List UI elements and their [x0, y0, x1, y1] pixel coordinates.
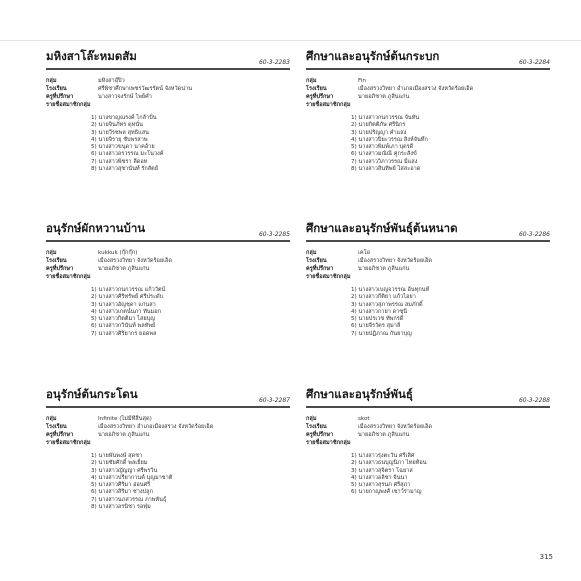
member-item: 1) นางขาญณรงค์ ไกล้าปั่น — [91, 115, 157, 121]
member-item: 6) นายกาญพงศ์ เชาว์ร่ามาญ — [351, 489, 422, 496]
card-header — [46, 218, 290, 242]
member-item: 4) นายจิรายุ ชับพรสาพ — [91, 136, 148, 143]
member-item: 2) นายจินภัทร ดุหนั่น — [91, 122, 143, 129]
group-label: กลุ่ม — [46, 78, 57, 84]
member-list — [46, 115, 290, 173]
member-item: 5) นางสาวกิตติมา ไสยบุญ — [91, 316, 155, 323]
advisor-value: นายอภิชาต ภูสินแก่น — [358, 94, 410, 100]
advisor-label: ครูที่ปรึกษา — [306, 432, 334, 438]
member-item: 7) นางสาวพิชรา ลีดอท — [91, 158, 148, 165]
group-label: กลุ่ม — [306, 78, 317, 84]
member-item: 2) นางสาวศิริทรัพย์ ศรีประดับ — [91, 294, 164, 301]
members-label: รายชื่อสมาชิกกลุ่ม — [306, 102, 351, 108]
members-label: รายชื่อสมาชิกกลุ่ม — [46, 440, 91, 446]
project-card-2285 — [46, 218, 290, 338]
members-label: รายชื่อสมาชิกกลุ่ม — [46, 102, 91, 108]
project-code: 60-3-2285 — [258, 231, 290, 238]
advisor-value: นายอภิชาต ภูสินแก่น — [98, 432, 150, 438]
member-item: 6) นายจีรวัตร สุมาลี — [351, 323, 401, 330]
card-header — [46, 46, 290, 70]
group-label: กลุ่ม — [306, 250, 317, 256]
members-label: รายชื่อสมาชิกกลุ่ม — [306, 274, 351, 280]
project-card-2286 — [306, 218, 550, 338]
member-item: 1) นางสาวรุ่งตะวัน ศรีเสิศ — [351, 453, 415, 459]
project-title: อนุรักษ์ผักหวานบ้าน — [46, 221, 146, 235]
member-item: 2) นางสาวกีติยา แก้วไอยา — [351, 294, 416, 301]
top-divider — [0, 40, 581, 41]
member-item: 1) นางสาวเบญจวรรณ อ้นทุกนท์ — [351, 287, 430, 293]
member-item: 4) นางสาวปรียากานต์ บุญมาชาติ — [91, 474, 173, 481]
header-rule — [46, 68, 290, 70]
advisor-value: นายอภิชาต ภูสินแก่น — [358, 432, 410, 438]
member-item: 4) นางสาวปิยะวรรณ สิงห์จันทึก — [351, 136, 428, 143]
member-item: 3) นางสาวสุจิตรา โฉยาส — [351, 467, 413, 474]
project-card-2284 — [306, 46, 550, 173]
header-rule — [46, 406, 290, 408]
member-item: 8) นางสาวสินทิพย์ ไสสะอาด — [351, 166, 421, 173]
advisor-value: นายอภิชาต ภูสินแก่น — [98, 266, 150, 272]
member-item: 7) นายปฏิภาณ กันยาบุญ — [351, 330, 412, 337]
header-rule — [306, 68, 550, 70]
header-rule — [46, 240, 290, 242]
members-label: รายชื่อสมาชิกกลุ่ม — [306, 440, 351, 446]
member-item: 1) นายพันพงษ์ สุดชา — [91, 453, 143, 459]
project-meta — [306, 249, 550, 281]
member-item: 8) นางสาวอรนิชา รอฟุ่ม — [91, 504, 151, 511]
member-item: 6) นางสาวกวินันท์ พลทัพย์ — [91, 323, 156, 330]
project-title: ศึกษาและอนุรักษ์ต้นกระบก — [306, 49, 440, 63]
card-header — [46, 384, 290, 408]
school-value: ศรีพิชาศึกษาเพชรวัฒรรัตน์ จังหวัดน่าน — [98, 86, 193, 92]
card-header — [306, 46, 550, 70]
advisor-value: นายอภิชาต ภูสินแก่น — [358, 266, 410, 272]
project-code: 60-3-2288 — [518, 397, 550, 404]
project-code: 60-3-2286 — [518, 231, 550, 238]
project-title: ศึกษาและอนุรักษ์พันธุ์ — [306, 387, 413, 401]
group-value: kukkuk (กุ๊กกุ๊ก) — [98, 250, 138, 256]
group-value: Infinite (ไม่มีที่สิ้นสุด) — [98, 416, 152, 422]
header-rule — [306, 406, 550, 408]
card-header — [306, 218, 550, 242]
member-item: 3) นายวีรชพล สุทธิแสน — [91, 129, 149, 136]
header-rule — [306, 240, 550, 242]
member-list — [306, 115, 550, 173]
member-item: 2) นายกิตติภัษ ศรีนิกร — [351, 122, 406, 129]
project-card-2287 — [46, 384, 290, 511]
project-code: 60-3-2287 — [258, 397, 290, 404]
member-item: 5) นางสาวขนุดา นาคอ้าย — [91, 144, 155, 151]
advisor-label: ครูที่ปรึกษา — [306, 94, 334, 100]
member-item: 5) นางสาวสุรนภ ศรีสุภา — [351, 482, 411, 489]
member-item: 3) นางสาวสุภาพรรณ สมภักดิ์ — [351, 301, 423, 308]
project-title: มหิงสาโล๊ะหมดสัม — [46, 49, 137, 63]
member-item: 2) นางสาวธนบุญนิภา ไทยท้อน — [351, 460, 427, 467]
project-code: 60-3-2284 — [518, 59, 550, 66]
school-label: โรงเรียน — [46, 424, 67, 430]
group-value: Fin — [358, 78, 366, 84]
member-item: 1) นางสาวกนกวรรณ จันทัน — [351, 115, 420, 121]
member-item: 7) นางสาวศิริยากร ยอดพล — [91, 330, 157, 337]
project-card-2288 — [306, 384, 550, 497]
member-item: 5) นางสาวศิริมา อ่อนศรี — [91, 482, 151, 489]
member-item: 8) นางสาวสุชานันท์ รักสัตย์ — [91, 166, 159, 173]
advisor-label: ครูที่ปรึกษา — [46, 94, 74, 100]
advisor-value: นางสาวจงรักษ์ ไพย์คำ — [98, 94, 152, 100]
school-label: โรงเรียน — [46, 258, 67, 264]
school-value: เมืองสรวงวิทยา อำเภอเมืองสรวง จังหวัดร้อยเอ็ด — [358, 86, 474, 92]
member-list — [306, 453, 550, 497]
member-item: 6) นางสาวสิริมา ช่างปลูก — [91, 489, 153, 496]
school-value: เมืองสรวงวิทยา จังหวัดร้อยเอ็ด — [358, 258, 433, 264]
project-meta — [46, 77, 290, 109]
member-item: 6) นางสาวมณิณี คู่กระสังข์ — [351, 151, 417, 158]
member-item: 7) นางสาวนภสวรรณ ภาพพันธุ์ — [91, 496, 167, 503]
school-value: เมืองสรวงวิทยา อำเภอเมืองสรวง จังหวัดร้อยเอ็ด — [98, 424, 214, 430]
project-meta — [306, 77, 550, 109]
advisor-label: ครูที่ปรึกษา — [46, 266, 74, 272]
group-value: มหิงสาอุ๊ปิว — [98, 78, 125, 84]
member-item: 4) นางสาวกายา ดาซุนี — [351, 308, 408, 315]
group-value: เคโอ — [358, 250, 371, 256]
member-item: 3) นางสาวญัญญา ศรีพรวิน — [91, 467, 158, 474]
group-label: กลุ่ม — [46, 416, 57, 422]
member-item: 3) นายปริญญา คำแสง — [351, 129, 407, 136]
project-title: อนุรักษ์ต้นกระโดน — [46, 387, 138, 401]
school-value: เมืองสรวงวิทยา จังหวัดร้อยเอ็ด — [98, 258, 173, 264]
project-title: ศึกษาและอนุรักษ์พันธุ์ต้นหนาด — [306, 221, 458, 235]
page-number: 315 — [539, 553, 553, 561]
member-list — [46, 287, 290, 338]
project-meta — [306, 415, 550, 447]
member-item: 3) นางสาวอัญชุดา แก่นสา — [91, 301, 156, 308]
card-header — [306, 384, 550, 408]
project-meta — [46, 249, 290, 281]
project-card-2283 — [46, 46, 290, 173]
group-value: skot — [358, 416, 370, 422]
member-item: 5) นางสาวพิมพ์เภา บุดรดี — [351, 144, 414, 151]
member-item: 4) นางสาวอลิชา จินนา — [351, 474, 408, 481]
group-label: กลุ่ม — [306, 416, 317, 422]
member-item: 5) นายปรเวช ทัพกรดี — [351, 316, 404, 323]
member-item: 7) นางสาววิภาวรรณ มีแสง — [351, 158, 418, 165]
members-label: รายชื่อสมาชิกกลุ่ม — [46, 274, 91, 280]
member-item: 2) นายชัยศักดิ์ พลเยี่ยม — [91, 460, 148, 467]
project-meta — [46, 415, 290, 447]
member-item: 6) นางสาวอรวรรณ มะโนวงค์ — [91, 151, 164, 158]
member-list — [306, 287, 550, 338]
member-item: 4) นางสาวเกตน์นภา ทันมอก — [91, 308, 162, 315]
member-item: 1) นางสาวกนกวรรณ แก้ววัตน์ — [91, 287, 166, 293]
advisor-label: ครูที่ปรึกษา — [46, 432, 74, 438]
school-label: โรงเรียน — [46, 86, 67, 92]
project-code: 60-3-2283 — [258, 59, 290, 66]
school-label: โรงเรียน — [306, 424, 327, 430]
member-list — [46, 453, 290, 511]
advisor-label: ครูที่ปรึกษา — [306, 266, 334, 272]
group-label: กลุ่ม — [46, 250, 57, 256]
school-label: โรงเรียน — [306, 86, 327, 92]
school-value: เมืองสรวงวิทยา จังหวัดร้อยเอ็ด — [358, 424, 433, 430]
school-label: โรงเรียน — [306, 258, 327, 264]
